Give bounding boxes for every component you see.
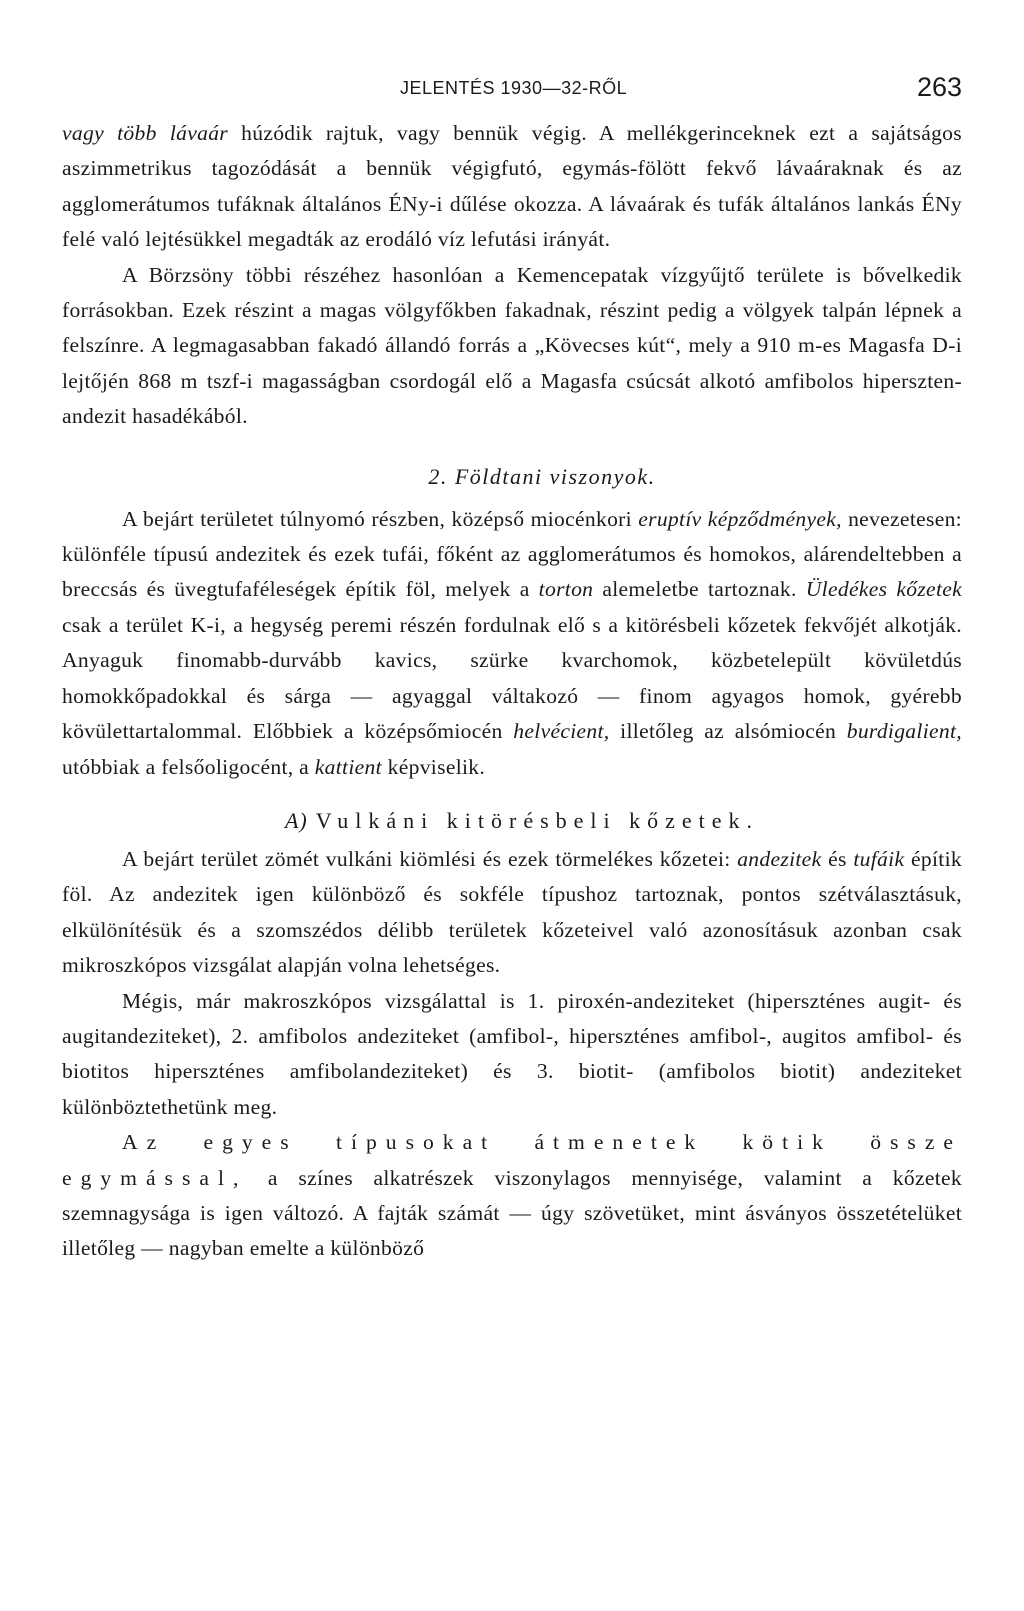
paragraph-text: építik föl. Az andezitek igen különböző és sokféle típushoz tartoznak, pontos szétválasztásuk, elkülönítésük és a szomszédos délibb területek kőzeteivel való azonosításuk azonban csak mikroszkópos vizsgálat alapján volna lehetséges.	[62, 846, 962, 978]
italic-term: helvécient,	[513, 719, 610, 744]
running-head: JELENTÉS 1930—32-RŐL	[400, 78, 628, 98]
italic-term: burdigalient,	[846, 719, 962, 744]
paragraph-text: nevezetesen: különféle típusú andezitek és ezek tufái, főként az agglomerátumos és homokos, alárendeltebben a breccsás és üvegtufaféleségek építik föl, melyek a	[62, 506, 962, 602]
paragraph-text: alemeletbe tartoznak.	[593, 577, 806, 602]
italic-term: tufáik	[853, 846, 905, 871]
paragraph-text: illetőleg az alsómiocén	[609, 719, 847, 744]
paragraph-text: húzódik rajtuk, vagy bennük végig. A mellékgerinceknek ezt a sajátságos aszimmetrikus tagozódását a bennük végigfutó, egymás-fölött fekvő lávaáraknak és az agglomerátumos tufáknak általános ÉNy-i dűlése okozza. A lávaárak és tufák általános lankás ÉNy felé való lejtésükkel megadták az erodáló víz lefutási irányát.	[62, 121, 962, 252]
paragraph-1	[62, 116, 962, 258]
section-title: 2. Földtani viszonyok.	[428, 463, 656, 489]
page-header	[62, 72, 962, 116]
subsection-title	[62, 803, 962, 838]
paragraph-3	[62, 502, 962, 785]
paragraph-text: csak a terület K-i, a hegység peremi részén fordulnak elő s a kitörésbeli kőzetek fekvőjét alkotják. Anyaguk finomabb-durvább kavics, szürke kvarchomok, közbetelepült kövületdús homokkőpadokkal és sárga — agyaggal váltakozó — finom agyagos homok, gyérebb kövülettartalommal. Előbbiek a középsőmiocén	[62, 612, 962, 744]
paragraph-text: A bejárt terület zömét vulkáni kiömlési és ezek törmelékes kőzetei:	[122, 846, 738, 871]
page-number: 263	[916, 72, 962, 102]
book-page	[62, 72, 962, 1267]
italic-term: torton	[538, 577, 594, 602]
subsection-label: A)	[284, 807, 308, 833]
italic-term: eruptív képződmények,	[638, 506, 842, 531]
subsection-text: Vulkáni kitörésbeli kőzetek.	[315, 807, 760, 833]
paragraph-6	[62, 1125, 962, 1267]
paragraph-text: a színes alkatrészek viszonylagos mennyisége, valamint a kőzetek szemnagysága is igen változó. A fajták számát — úgy szövetüket, mint ásványos összetételüket illetőleg — nagyban emelte a különböző	[62, 1165, 962, 1261]
italic-term: kattient	[314, 754, 382, 779]
paragraph-text: utóbbiak a felsőoligocént, a	[62, 754, 315, 779]
paragraph-text: és	[821, 846, 854, 871]
paragraph-4	[62, 842, 962, 984]
paragraph-2: A Börzsöny többi részéhez hasonlóan a Kemencepatak vízgyűjtő területe is bővelkedik forrásokban. Ezek részint a magas völgyfőkben fakadnak, részint pedig a völgyek talpán lépnek a felszínre. A legmagasabban fakadó állandó forrás a „Kövecses kút“, mely a 910 m-es Magasfa D-i lejtőjén 868 m tszf-i magasságban csordogál elő a Magasfa csúcsát alkotó amfibolos hiperszten-andezit hasadékából.	[62, 262, 962, 429]
paragraph-text: képviselik.	[381, 754, 486, 779]
spaced-emphasis: Az egyes típusokat átmenetek kötik össze egymással,	[62, 1130, 962, 1190]
paragraph-5: Mégis, már makroszkópos vizsgálattal is 1. piroxén-andeziteket (hiperszténes augit- és augitandeziteket), 2. amfibolos andeziteket (amfibol-, hiperszténes amfibol-, augitos amfibol- és biotitos hiperszténes amfibolandeziteket) és 3. biotit- (amfibolos biotit) andeziteket különböztethetünk meg.	[62, 988, 962, 1119]
italic-term: andezitek	[737, 846, 822, 871]
italic-term: Üledékes kőzetek	[805, 577, 963, 602]
paragraph-text: A bejárt területet túlnyomó részben, középső miocénkori	[122, 506, 639, 531]
italic-term: vagy több lávaár	[62, 121, 228, 145]
